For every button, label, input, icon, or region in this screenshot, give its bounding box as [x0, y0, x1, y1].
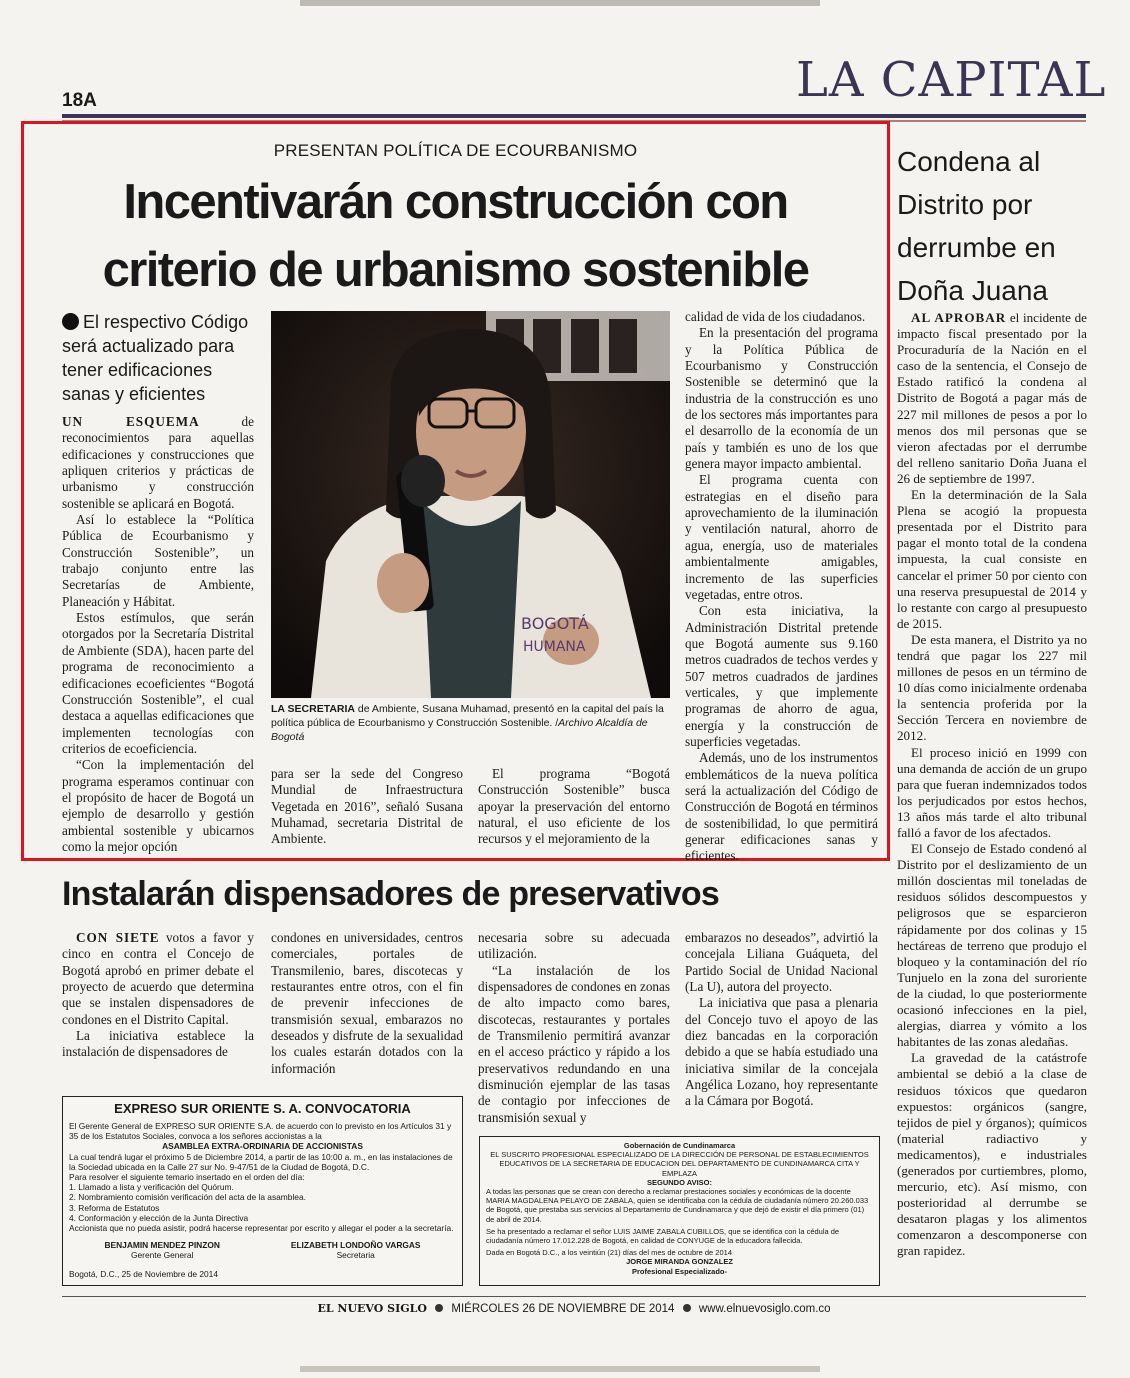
second-column-1: [62, 930, 254, 1061]
side-para-2: En la determinación de la Sala Plena se acogió la propuesta presentada por el Distrito para pagar el monto total de la condena impuesta, la cual consiste en cancelar el primer 50 por ciento con una reserva presupuestal de 2014 y lo restante con cargo al presupuesto de 2015.: [897, 487, 1087, 631]
second-col1-para-1: CON SIETE votos a favor y cinco en contra el Concejo de Bogotá aprobó en primer debate el proyecto de acuerdo que determina que se instalen dispensadores de condones en el Distrito Capital.: [62, 930, 254, 1027]
notice-gobernacion: [479, 1136, 880, 1286]
notice-left-proxy: Accionista que no pueda asistir, podrá hacerse representar por escrito y allegar el poder a la secretaría.: [69, 1223, 454, 1234]
speaker-photo: [271, 311, 670, 698]
notice-left-agenda-3: 3. Reforma de Estatutos: [69, 1202, 160, 1213]
side-para-1: AL APROBAR el incidente de impacto fiscal presentado por la Procuraduría de la Nación en el caso de la sentencia, el Consejo de Estado ratificó la condena al Distrito de Bogotá a pagar más de 227 mil millones de pesos a por lo menos dos mil personas que se vieron afectadas por el derrumbe del relleno sanitario Doña Juana el 26 de septiembre de 1997.: [897, 310, 1087, 486]
side-para-6: La gravedad de la catástrofe ambiental se debió a la clase de residuos tóxicos que quedaron expuestos: orgánicos (sangre, tejidos de piel y órganos); químicos (material radiactivo y medicamentos), e industriales (generados por curtiembres, plomo, mercurio, etc). Así mismo, con posterioridad al derrumbe se desataron plagas y los alimentos comenzaron a descomponerse con gran rapidez.: [897, 1050, 1087, 1259]
second-col4-para-0: embarazos no deseados”, advirtió la concejala Liliana Guáqueta, del Partido Social de Unidad Nacional (La U), autora del proyecto.: [685, 930, 878, 995]
side-para-3: De esta manera, el Distrito ya no tendrá que pagar los 227 mil millones de pesos en un término de 10 días como inicialmente ordenaba la sentencia proferida por la Sección Tercera en noviembre de 2012.: [897, 631, 1087, 744]
kicker: PRESENTAN POLÍTICA DE ECOURBANISMO: [273, 141, 638, 160]
notice-left-agenda-intro: Para resolver el siguiente temario insertado en el orden del día:: [69, 1172, 305, 1183]
second-column-4: [685, 930, 878, 1110]
main-column-3: [478, 766, 670, 848]
footer-paper-name: EL NUEVO SIGLO: [317, 1302, 427, 1315]
main-col4-para-0: calidad de vida de los ciudadanos.: [685, 309, 866, 324]
notice-right-aviso: SEGUNDO AVISO:: [646, 1177, 712, 1187]
bottom-scan-strip: [300, 1366, 820, 1372]
second-col1-para-2: La iniciativa establece la instalación de dispensadores de: [62, 1028, 254, 1060]
footer-website[interactable]: www.elnuevosiglo.com.co: [698, 1303, 831, 1315]
top-scan-strip: [300, 0, 820, 6]
footer-rule: [62, 1296, 1086, 1297]
notice-right-para-2: Se ha presentado a reclamar el señor LUIS JAIME ZABALA CUBILLOS, que se identifica con la cédula de ciudadanía número 17.012.228 de Bogotá, en calidad de CONYUGE de la educadora fallecida.: [486, 1226, 840, 1246]
notice-right-body1: EL SUSCRITO PROFESIONAL ESPECIALIZADO DE LA DIRECCIÓN DE PERSONAL DE ESTABLECIMIENTOS EDUCATIVOS DE LA SECRETARIA DE EDUCACION DEL DEPARTAMENTO DE CUNDINAMARCA CITA Y EMPLAZA: [490, 1150, 869, 1178]
footer-date: MIÉRCOLES 26 DE NOVIEMBRE DE 2014: [451, 1303, 675, 1315]
main-col4-para-4: Además, uno de los instrumentos emblemáticos de la nueva política será la actualización del Código de Construcción de Bogotá en términos de sostenibilidad, lo que permitirá generar edificaciones sanas y eficientes.: [685, 750, 878, 864]
notice-right-signature-role: Profesional Especializado-: [631, 1266, 728, 1276]
main-headline-line2: criterio de urbanismo sostenible: [102, 243, 809, 297]
page-number: 18A: [62, 90, 97, 111]
main-column-1: [62, 414, 254, 855]
footer: [62, 1302, 1086, 1315]
photo-caption: LA SECRETARIA de Ambiente, Susana Muhamad, presentó en la capital del país la política pública de Ecourbanismo y Construcción Sostenible. /Archivo Alcaldía de Bogotá: [271, 703, 664, 743]
second-col3-para-1: “La instalación de los dispensadores de condones en zonas de alto impacto como bares, discotecas, restaurantes y portales de Transmilenio permitirá avanzar en el acceso práctico y rápido a los preservativos redundando en una disminución ejemplar de las tasas de contagio por infecciones de transmisión sexual y: [478, 962, 670, 1125]
side-headline: Condena al Distrito por derrumbe en Doña Juana: [897, 146, 1056, 306]
footer-bullet-icon: [435, 1304, 443, 1312]
notice-expreso-sur-oriente: [62, 1096, 463, 1286]
notice-right-org: Gobernación de Cundinamarca: [623, 1141, 736, 1150]
main-column-4: [685, 309, 878, 865]
notice-left-signature-2: ELIZABETH LONDOÑO VARGAS Secretaria: [290, 1240, 421, 1261]
masthead-rule: [62, 114, 1086, 118]
subhead: El respectivo Código será actualizado para tener edificaciones sanas y eficientes: [62, 312, 249, 404]
main-col4-para-1: En la presentación del programa y la Política Pública de Ecourbanismo y Construcción Sostenible se determinó que la industria de la construcción es uno de los sectores más importantes para el desarrollo de la economía de un país y también es uno de los que genera mayor impacto ambiental.: [685, 325, 878, 472]
main-col4-para-2: El programa cuenta con estrategias en el diseño para aprovechamiento de la iluminación y ventilación natural, ahorro de agua, energía, uso de materiales ambientalmente amigables, incremento de las superficies vegetadas, entre otros.: [685, 472, 878, 602]
main-col2-text: para ser la sede del Congreso Mundial de Infraestructura Vegetada en 2016”, señaló Susana Muhamad, secretaria Distrital de Ambiente.: [271, 766, 463, 847]
second-column-3: [478, 930, 670, 1126]
second-col2-text: condones en universidades, centros comerciales, portales de Transmilenio, bares, discotecas y restaurantes entre otros, con el fin de prevenir infecciones de transmisión sexual, embarazos no deseados y disfrute de la sexualidad los cuales estarán dotados con la información: [271, 930, 463, 1076]
main-column-2: [271, 766, 463, 848]
notice-left-intro: El Gerente General de EXPRESO SUR ORIENTE S.A. de acuerdo con lo previsto en los Artículos 31 y 35 de los Estatutos Sociales, convoca a los señores accionistas a la: [69, 1121, 452, 1142]
notice-left-agenda-2: 2. Nombramiento comisión verificación del acta de la asamblea.: [69, 1192, 306, 1203]
notice-left-assembly: ASAMBLEA EXTRA-ORDINARIA DE ACCIONISTAS: [162, 1141, 363, 1152]
side-para-5: El Consejo de Estado condenó al Distrito por el deslizamiento de un millón doscientas mil toneladas de residuos sólidos descompuestos y peligrosos que se esparcieron rápidamente por dos colinas y 15 hectáreas de terreno que produjo el bloqueo y la contaminación del río Tunjuelo en la zona del suroriente de la ciudad, lo que posteriormente ocasionó infecciones en la piel, alergias, diarrea y vómito a los habitantes de las zonas aledañas.: [897, 841, 1087, 1050]
notice-left-title: EXPRESO SUR ORIENTE S. A. CONVOCATORIA: [114, 1101, 411, 1116]
notice-left-place: La cual tendrá lugar el próximo 5 de Diciembre 2014, a partir de las 10:00 a. m., en las instalaciones de la Sociedad ubicada en la Calle 27 sur No. 9-47/51 de la Ciudad de Bogotá, D.C.: [69, 1151, 453, 1172]
bullet-icon: [62, 313, 79, 330]
main-col3-text: El programa “Bogotá Construcción Sostenible” busca apoyar la preservación del entorno natural, el uso eficiente de los recursos y el mejoramiento de la: [478, 766, 670, 847]
notice-left-signature-1: BENJAMIN MENDEZ PINZON Gerente General: [104, 1240, 220, 1261]
main-col1-para-1: UN ESQUEMA de reconocimientos para aquellas edificaciones y construcciones que apliquen criterios y prácticas de urbanismo y construcción sostenible se aplicará en Bogotá.: [62, 414, 254, 511]
main-col1-para-2: Así lo establece la “Política Pública de Ecourbanismo y Construcción Sostenible”, un trabajo conjunto entre las Secretarías de Ambiente, Planeación y Hábitat.: [62, 512, 254, 609]
notice-left-agenda-1: 1. Llamado a lista y verificación del Quórum.: [69, 1182, 234, 1193]
footer-bullet-icon-2: [683, 1304, 691, 1312]
main-col1-para-4: “Con la implementación del programa esperamos continuar con el propósito de hacer de Bogotá un ejemplo de desarrollo y gestión ambiental sostenible y ubicarnos como la mejor opción: [62, 757, 254, 854]
main-col1-para-3: Estos estímulos, que serán otorgados por la Secretaría Distrital de Ambiente (SDA), hacen parte del programa de reconocimiento a edificaciones ecoeficientes “Bogotá Construcción Sostenible”, el cual destaca a aquellas edificaciones que implementen tecnologías con criterios de ecoeficiencia.: [62, 610, 254, 756]
jacket-text-bogota: BOGOTÁ: [521, 614, 589, 633]
jacket-text-humana: HUMANA: [523, 639, 586, 655]
second-headline: Instalarán dispensadores de preservativos: [62, 875, 719, 913]
notice-left-date: Bogotá, D.C., 25 de Noviembre de 2014: [69, 1268, 218, 1279]
notice-left-agenda-4: 4. Conformación y elección de la Junta Directiva: [69, 1212, 249, 1223]
section-title: LA CAPITAL: [796, 52, 1107, 108]
notice-right-para-3: Dada en Bogotá D.C., a los veintiún (21) días del mes de octubre de 2014: [486, 1248, 732, 1258]
main-headline-line1: Incentivarán construcción con: [123, 175, 788, 229]
notice-right-para-1: A todas las personas que se crean con derecho a reclamar prestaciones sociales y económicas de la docente MARIA MAGDALENA PELAYO DE ZABALA, quien se identificaba con la cédula de ciudadanía número 20.260.033 de Bogotá, que prestaba sus servicios al Departamento de Cundinamarca y que dejó de existir el día primero (01) de abril de 2014.: [486, 1187, 869, 1224]
photo-illustration: [271, 311, 670, 698]
main-col4-para-3: Con esta iniciativa, la Administración Distrital pretende que Bogotá aumente sus 9.160 metros cuadrados de techos verdes y 507 metros cuadrados de jardines verticales, y que implemente programas de ahorro de agua, energía y la construcción de superficies vegetadas.: [685, 603, 878, 749]
second-col4-para-1: La iniciativa que pasa a plenaria del Concejo tuvo el apoyo de las diez bancadas en la corporación debido a que se había estudiado una iniciativa similar de la concejala Angélica Lozano, hoy representante a la Cámara por Bogotá.: [685, 995, 878, 1109]
side-para-4: El proceso inició en 1999 con una demanda de acción de un grupo para que fueran indemnizados todos los perjudicados por estos hechos, 13 años más tarde el alto tribunal falló a favor de los afectados.: [897, 744, 1087, 840]
second-column-2: [271, 930, 463, 1077]
notice-right-signature-name: JORGE MIRANDA GONZALEZ: [626, 1257, 733, 1267]
second-col3-para-0: necesaria sobre su adecuada utilización.: [478, 930, 670, 962]
side-column: [897, 310, 1087, 1260]
